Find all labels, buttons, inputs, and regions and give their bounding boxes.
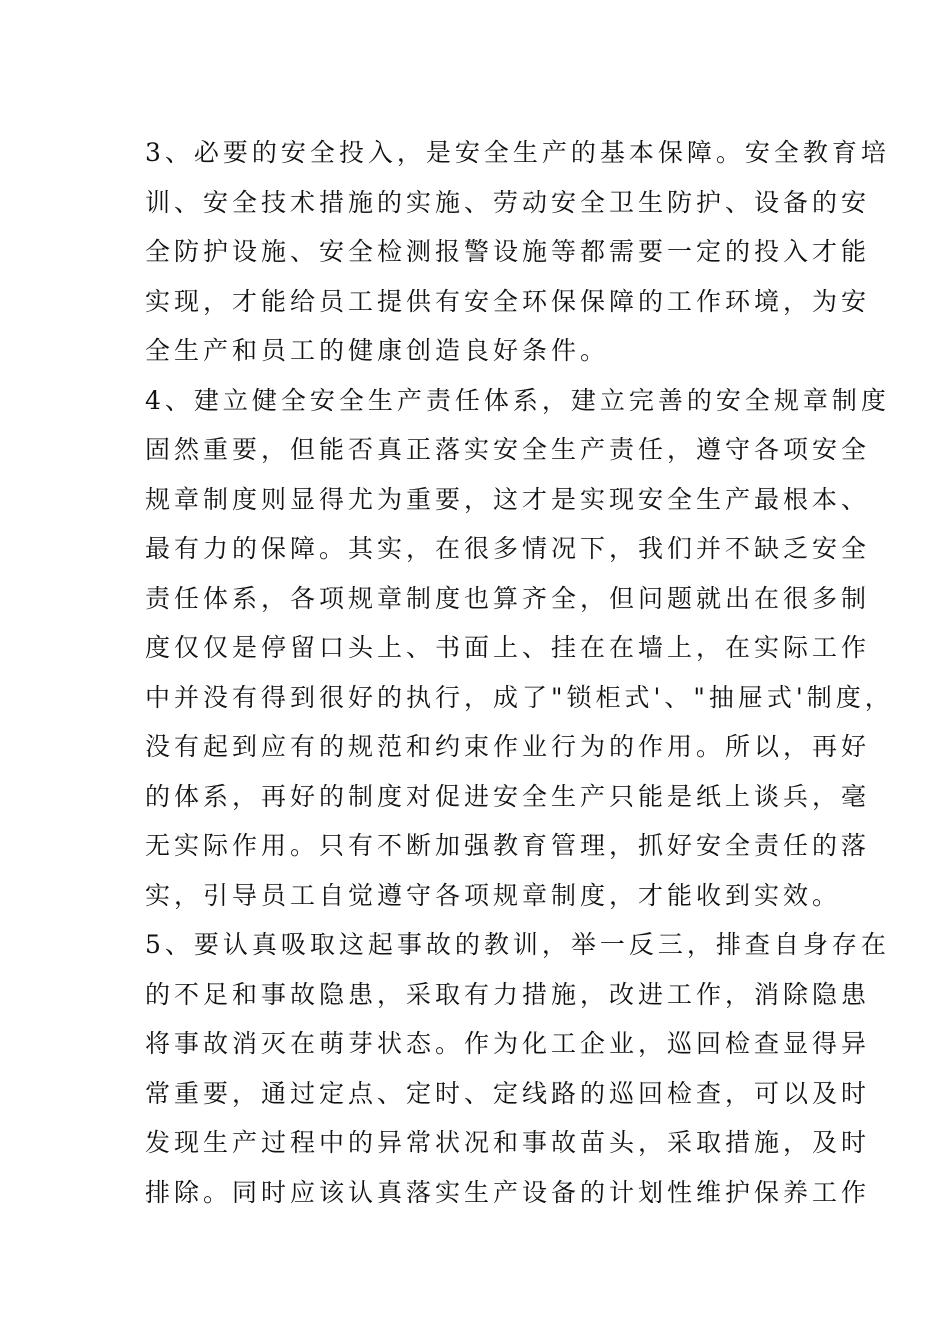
text-line: 实，引导员工自觉遵守各项规章制度，才能收到实效。 bbox=[145, 880, 842, 910]
text-line: 全生产和员工的健康创造良好条件。 bbox=[145, 336, 610, 365]
text-line: 无实际作用。只有不断加强教育管理，抓好安全责任的落 bbox=[145, 831, 871, 860]
text-line: 排除。同时应该认真落实生产设备的计划性维护保养工作 bbox=[145, 1177, 871, 1207]
text-line: 4、建立健全安全生产责任体系，建立完善的安全规章制度 bbox=[145, 385, 890, 415]
text-line: 3、必要的安全投入，是安全生产的基本保障。安全教育培 bbox=[145, 138, 890, 167]
text-line: 责任体系，各项规章制度也算齐全，但问题就出在很多制 bbox=[145, 583, 871, 613]
text-line: 发现生产过程中的异常状况和事故苗头，采取措施，及时 bbox=[145, 1128, 871, 1157]
text-line: 最有力的保障。其实，在很多情况下，我们并不缺乏安全 bbox=[145, 534, 871, 563]
text-line: 中并没有得到很好的执行，成了"锁柜式'、"抽屉式'制度， bbox=[145, 682, 894, 712]
document-body bbox=[145, 128, 894, 1217]
text-line: 的体系，再好的制度对促进安全生产只能是纸上谈兵，毫 bbox=[145, 781, 871, 811]
text-line: 全防护设施、安全检测报警设施等都需要一定的投入才能 bbox=[145, 237, 871, 266]
text-line: 没有起到应有的规范和约束作业行为的作用。所以，再好 bbox=[145, 732, 871, 761]
text-line: 5、要认真吸取这起事故的教训，举一反三，排查自身存在 bbox=[145, 930, 890, 959]
text-line: 实现，才能给员工提供有安全环保保障的工作环境，为安 bbox=[145, 286, 871, 316]
text-line: 训、安全技术措施的实施、劳动安全卫生防护、设备的安 bbox=[145, 187, 871, 217]
text-line: 常重要，通过定点、定时、定线路的巡回检查，可以及时 bbox=[145, 1078, 871, 1108]
text-line: 的不足和事故隐患，采取有力措施，改进工作，消除隐患 bbox=[145, 979, 871, 1009]
text-line: 固然重要，但能否真正落实安全生产责任，遵守各项安全 bbox=[145, 435, 871, 464]
text-line: 将事故消灭在萌芽状态。作为化工企业，巡回检查显得异 bbox=[145, 1029, 871, 1058]
text-line: 规章制度则显得尤为重要，这才是实现安全生产最根本、 bbox=[145, 484, 871, 514]
text-line: 度仅仅是停留口头上、书面上、挂在在墙上，在实际工作 bbox=[145, 633, 871, 662]
